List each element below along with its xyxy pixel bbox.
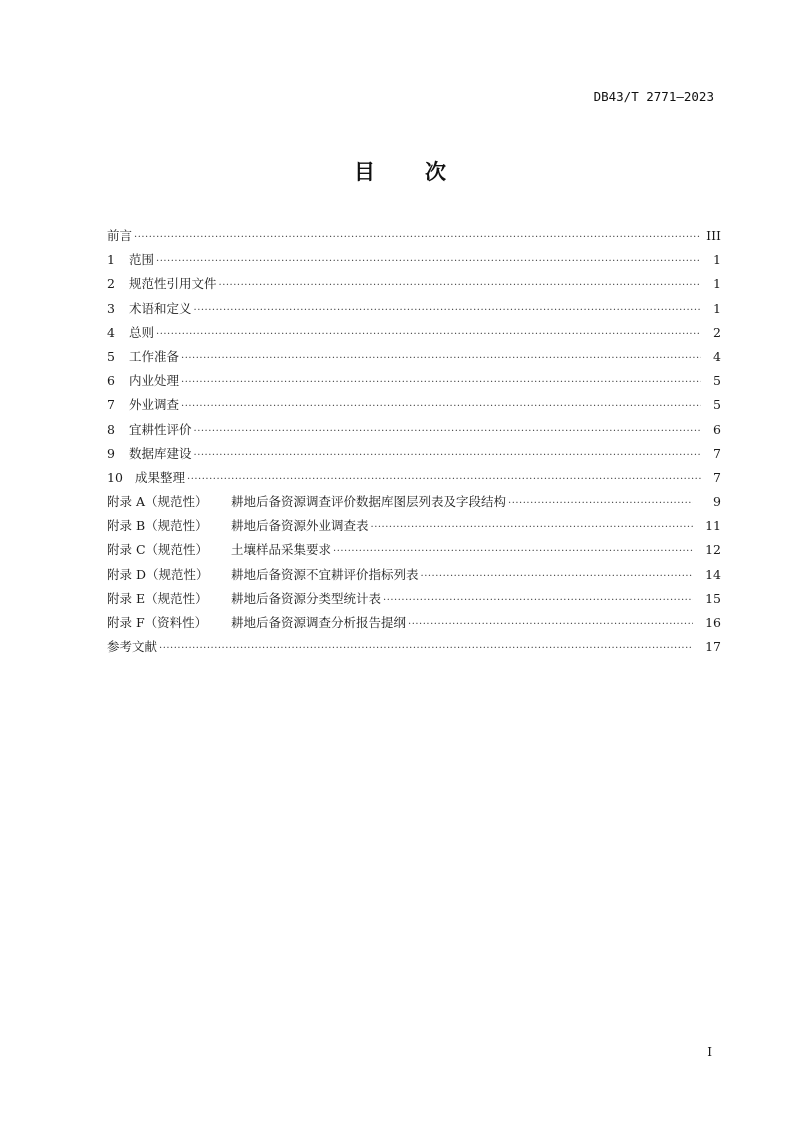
toc-entry-page: 1 [713,276,721,292]
appendix-prefix: 附录 A（规范性） [107,494,208,510]
toc-entry-label: 规范性引用文件 [129,276,217,292]
toc-entry-section-1[interactable] [107,250,721,274]
toc-entry-section-10[interactable] [107,468,721,492]
dot-leader [134,228,700,248]
appendix-prefix: 附录 E（规范性） [107,590,208,606]
dot-leader [194,301,701,321]
toc-entry-number: 3 [107,300,115,316]
toc-entry-number: 6 [107,373,115,389]
toc-entry-label: 耕地后备资源不宜耕评价指标列表 [231,566,419,582]
dot-leader [194,446,701,466]
toc-entry-section-2[interactable] [107,274,721,298]
toc-entry-page: III [706,228,721,243]
toc-entry-label: 耕地后备资源分类型统计表 [231,590,382,606]
toc-entry-section-9[interactable] [107,444,721,468]
toc-entry-page: 14 [705,566,721,582]
toc-entry-label: 总则 [129,324,155,340]
toc-entry-page: 5 [713,373,721,389]
toc-entry-appendix-b[interactable] [107,516,721,540]
appendix-prefix: 附录 F（资料性） [107,615,208,630]
toc-entry-page: 1 [713,300,721,316]
toc-entry-label: 工作准备 [129,348,180,364]
dot-leader [181,397,701,417]
dot-leader [219,276,701,296]
toc-entry-number: 10 [107,469,123,485]
toc-entry-appendix-c[interactable] [107,540,721,564]
toc-entry-label: 范围 [129,252,155,268]
toc-entry-page: 16 [705,615,721,630]
toc-entry-page: 12 [705,542,721,558]
toc-entry-label: 耕地后备资源调查分析报告提纲 [231,615,407,630]
dot-leader [383,591,693,611]
toc-entry-page: 17 [705,639,721,655]
dot-leader [156,325,701,345]
page-number: I [707,1045,712,1059]
toc-entry-label: 耕地后备资源调查评价数据库图层列表及字段结构 [231,494,507,510]
dot-leader [194,422,701,442]
toc-entry-section-4[interactable] [107,323,721,347]
dot-leader [159,639,693,659]
dot-leader [421,567,693,587]
title-char-1: 目 [354,160,375,184]
table-of-contents [107,226,721,661]
toc-entry-appendix-d[interactable] [107,565,721,589]
toc-entry-label: 土壤样品采集要求 [231,542,332,558]
toc-entry-label: 参考文献 [107,639,158,655]
toc-entry-foreword[interactable] [107,226,721,250]
toc-entry-label: 耕地后备资源外业调查表 [231,518,369,534]
dot-leader [156,252,701,272]
toc-entry-number: 7 [107,397,115,413]
dot-leader [371,518,693,538]
toc-entry-appendix-e[interactable] [107,589,721,613]
toc-entry-page: 11 [705,518,721,534]
toc-entry-page: 1 [713,252,721,268]
toc-entry-page: 5 [713,397,721,413]
toc-entry-page: 15 [705,590,721,606]
toc-entry-number: 1 [107,252,115,268]
page-title [0,156,800,186]
toc-entry-section-8[interactable] [107,420,721,444]
toc-entry-number: 8 [107,421,115,437]
toc-entry-appendix-a[interactable] [107,492,721,516]
toc-entry-page: 6 [713,421,721,437]
toc-entry-section-5[interactable] [107,347,721,371]
appendix-prefix: 附录 B（规范性） [107,518,208,534]
toc-entry-page: 7 [713,445,721,461]
toc-entry-number: 2 [107,276,115,292]
title-char-2: 次 [425,160,446,184]
standard-code: DB43/T 2771—2023 [593,89,714,104]
dot-leader [508,494,693,514]
dot-leader [181,373,701,393]
appendix-prefix: 附录 D（规范性） [107,566,209,582]
dot-leader [187,470,701,490]
toc-entry-appendix-f[interactable] [107,613,721,637]
toc-entry-label: 数据库建设 [129,445,192,461]
toc-entry-number: 9 [107,445,115,461]
toc-entry-label: 成果整理 [135,469,186,485]
toc-entry-references[interactable] [107,637,721,661]
toc-entry-section-6[interactable] [107,371,721,395]
toc-entry-label: 宜耕性评价 [129,421,192,437]
appendix-prefix: 附录 C（规范性） [107,542,209,558]
toc-entry-label: 内业处理 [129,373,180,389]
toc-entry-section-3[interactable] [107,299,721,323]
toc-entry-label: 前言 [107,228,133,243]
toc-entry-section-7[interactable] [107,395,721,419]
dot-leader [181,349,701,369]
toc-entry-page: 7 [713,469,721,485]
toc-entry-number: 4 [107,324,115,340]
toc-entry-page: 9 [713,494,721,510]
toc-entry-label: 外业调查 [129,397,180,413]
toc-entry-number: 5 [107,348,115,364]
dot-leader [333,542,693,562]
toc-entry-label: 术语和定义 [129,300,192,316]
toc-entry-page: 2 [713,324,721,340]
dot-leader [408,615,693,635]
toc-entry-page: 4 [713,348,721,364]
